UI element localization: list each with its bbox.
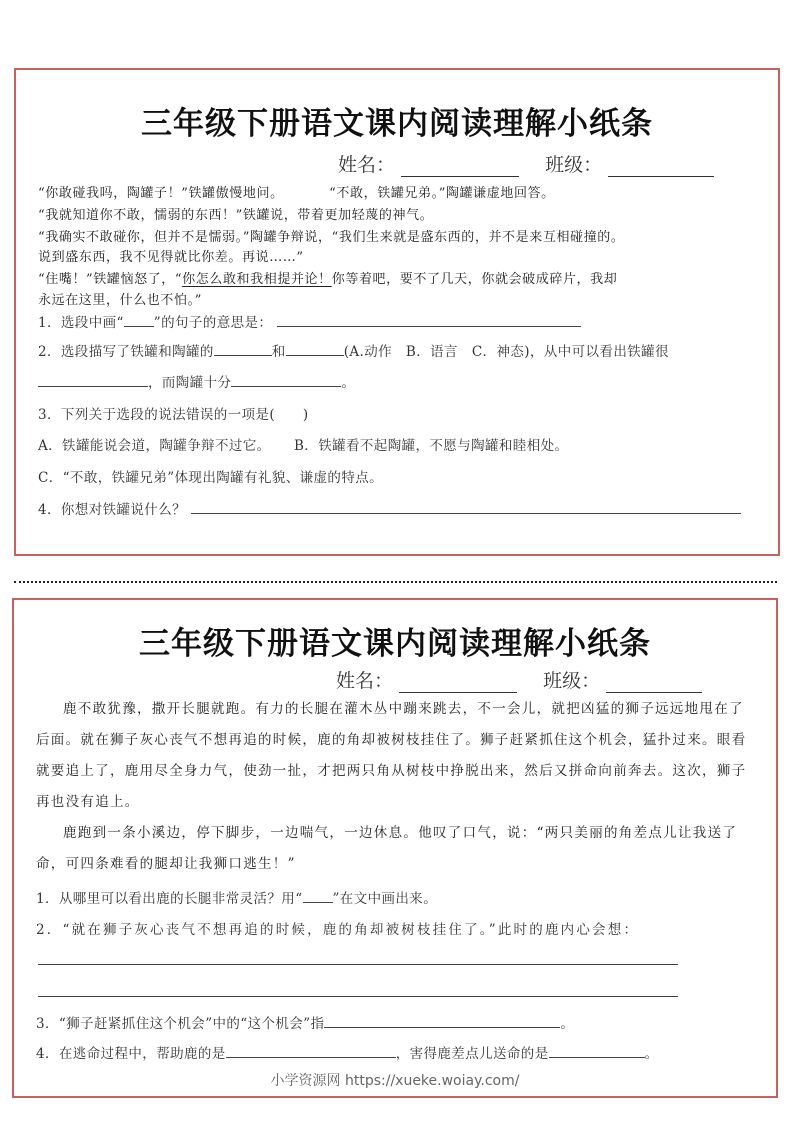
answer-blank[interactable] (226, 1043, 396, 1058)
question-text: 4．你想对铁罐说什么？ (38, 502, 186, 518)
question-text: 。 (341, 375, 356, 391)
question-text: 3．“狮子赶紧抓住这个机会”中的“这个机会”指 (36, 1016, 325, 1032)
passage-text: “不敢，铁罐兄弟。”陶罐谦虚地回答。 (329, 186, 555, 201)
passage-line: 永远在这里，什么也不怕。” (38, 293, 202, 308)
answer-line[interactable] (38, 964, 678, 965)
worksheet-card-2 (12, 598, 778, 1098)
answer-blank[interactable] (231, 372, 341, 387)
question-text: (A.动作 B．语言 C．神态)，从中可以看出铁罐很 (343, 344, 669, 360)
question-3: 3．下列关于选段的说法错误的一项是( ) (38, 407, 309, 423)
option-b[interactable]: B．铁罐看不起陶罐，不愿与陶罐和睦相处。 (293, 438, 569, 454)
option-a[interactable]: A．铁罐能说会道，陶罐争辩不过它。 (38, 438, 271, 454)
name-class-row (336, 666, 702, 693)
question-text: 和 (271, 344, 286, 360)
underlined-sentence: 你怎么敢和我相提并论！ (182, 272, 332, 287)
cut-line-divider (14, 581, 777, 583)
worksheet-card-1 (14, 68, 780, 556)
question-1 (36, 887, 437, 907)
class-field[interactable] (606, 674, 702, 693)
question-text: ”的句子的意思是： (153, 315, 273, 331)
question-text: 。 (644, 1046, 659, 1062)
passage-line: “我确实不敢碰你，但并不是懦弱。”陶罐争辩说，“我们生来就是盛东西的，并不是来互相碰撞的。 (38, 230, 625, 245)
answer-blank[interactable] (38, 372, 148, 387)
question-4 (36, 1042, 659, 1062)
worksheet-title: 三年级下册语文课内阅读理解小纸条 (141, 106, 653, 142)
passage-line: “我就知道你不敢，懦弱的东西！”铁罐说，带着更加轻蔑的神气。 (38, 208, 434, 223)
class-label: 班级： (543, 670, 601, 692)
question-2 (38, 340, 669, 360)
name-label: 姓名： (336, 670, 394, 692)
passage-paragraph-1: 鹿不敢犹豫，撒开长腿就跑。有力的长腿在灌木丛中蹦来跳去，不一会儿，就把凶猛的狮子远远地甩在了后面。就在狮子灰心丧气不想再追的时候，鹿的角却被树枝挂住了。狮子赶紧抓住这个机会，猛扑过来。眼看就要追上了，鹿用尽全身力气，使劲一扯，才把两只角从树枝中挣脱出来，然后又拼命向前奔去。这次，狮子再也没有追上。 (36, 701, 747, 810)
class-field[interactable] (608, 158, 714, 177)
passage-paragraph-2: 鹿跑到一条小溪边，停下脚步，一边喘气，一边休息。他叹了口气，说：“两只美丽的角差点儿让我送了命，可四条难看的腿却让我狮口逃生！” (36, 825, 738, 872)
question-text: ，而陶罐十分 (148, 375, 232, 391)
answer-blank[interactable] (277, 312, 581, 327)
question-text: 1．从哪里可以看出鹿的长腿非常灵活？用“ (36, 891, 303, 907)
name-field[interactable] (401, 158, 519, 177)
name-class-row (338, 150, 714, 177)
question-text: ，害得鹿差点儿送命的是 (395, 1046, 549, 1062)
passage-line (38, 268, 617, 287)
answer-blank[interactable] (286, 341, 344, 356)
answer-blank[interactable] (214, 341, 272, 356)
answer-line[interactable] (38, 996, 678, 997)
answer-blank[interactable] (324, 1013, 560, 1028)
answer-blank[interactable] (549, 1043, 645, 1058)
passage-text: 你等着吧，要不了几天，你就会破成碎片，我却 (331, 272, 618, 287)
question-text: 1．选段中画“ (38, 315, 124, 331)
name-field[interactable] (399, 674, 517, 693)
class-label: 班级： (545, 154, 603, 176)
passage-line (38, 182, 555, 201)
question-text: 。 (560, 1016, 575, 1032)
answer-blank[interactable] (191, 499, 741, 514)
passage-text: “你敢碰我吗，陶罐子！”铁罐傲慢地问。 (38, 186, 284, 201)
passage-text: “住嘴！”铁罐恼怒了，“ (38, 272, 183, 287)
underline-symbol (124, 312, 154, 327)
passage-line: 说到盛东西，我不见得就比你差。再说……” (38, 250, 304, 265)
site-watermark: 小学资源网 https://xueke.woiay.com/ (270, 1073, 520, 1089)
question-text: 2．选段描写了铁罐和陶罐的 (38, 344, 214, 360)
name-label: 姓名： (338, 154, 396, 176)
question-text: 4．在逃命过程中，帮助鹿的是 (36, 1046, 226, 1062)
question-text: ”在文中画出来。 (332, 891, 438, 907)
question-4 (38, 498, 741, 518)
question-1 (38, 311, 581, 331)
option-c[interactable]: C．“不敢，铁罐兄弟”体现出陶罐有礼貌、谦虚的特点。 (38, 470, 384, 486)
question-2: 2．“就在狮子灰心丧气不想再追的时候，鹿的角却被树枝挂住了。”此时的鹿内心会想： (36, 922, 640, 938)
question-2-continued (38, 371, 355, 391)
option-row (38, 434, 568, 454)
question-3 (36, 1012, 574, 1032)
underline-symbol (303, 888, 333, 903)
worksheet-title: 三年级下册语文课内阅读理解小纸条 (139, 626, 651, 662)
